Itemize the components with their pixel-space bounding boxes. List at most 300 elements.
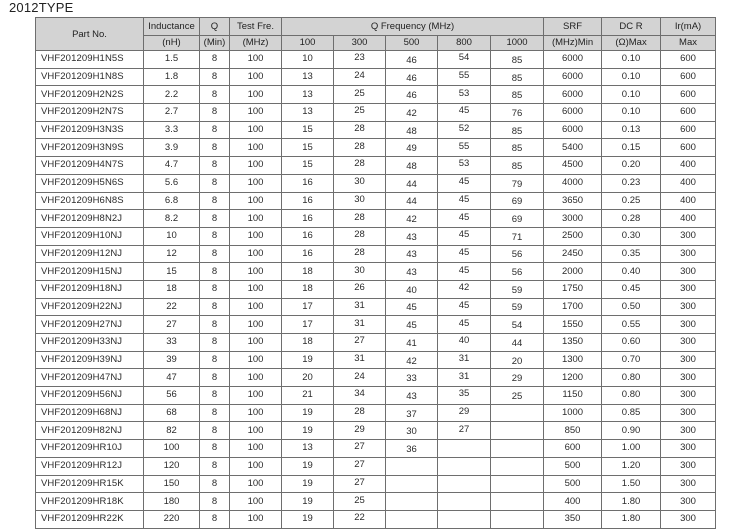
document-title: 2012TYPE — [9, 0, 74, 15]
cell-part-no: VHF201209H3N9S — [36, 139, 144, 157]
cell-dcr: 0.90 — [602, 422, 661, 440]
cell-part-no: VHF201209H68NJ — [36, 404, 144, 422]
cell-q-100: 16 — [282, 245, 334, 263]
cell-q-1000: 56 — [491, 263, 544, 281]
cell-q-100: 19 — [282, 475, 334, 493]
cell-q-300: 28 — [334, 404, 386, 422]
cell-q-min: 8 — [200, 245, 230, 263]
cell-q-500: 42 — [386, 351, 438, 369]
cell-part-no: VHF201209H33NJ — [36, 334, 144, 352]
table-row — [36, 351, 716, 369]
cell-q-100: 13 — [282, 86, 334, 104]
cell-inductance: 18 — [144, 280, 200, 298]
spec-table-body — [36, 51, 716, 529]
cell-q-1000: 59 — [491, 298, 544, 316]
cell-q-min: 8 — [200, 68, 230, 86]
cell-inductance: 82 — [144, 422, 200, 440]
cell-q-min: 8 — [200, 280, 230, 298]
cell-q-800: 29 — [438, 404, 491, 422]
cell-part-no: VHF201209HR12J — [36, 457, 144, 475]
cell-ir: 300 — [661, 510, 716, 528]
cell-part-no: VHF201209H56NJ — [36, 387, 144, 405]
cell-dcr: 0.80 — [602, 369, 661, 387]
table-row — [36, 192, 716, 210]
cell-srf: 600 — [544, 440, 602, 458]
cell-inductance: 4.7 — [144, 157, 200, 175]
cell-q-1000: 76 — [491, 104, 544, 122]
header-inductance-unit: (nH) — [144, 36, 200, 51]
header-part-no: Part No. — [36, 18, 144, 51]
header-ir: Ir(mA) — [661, 18, 716, 36]
cell-part-no: VHF201209HR15K — [36, 475, 144, 493]
header-row-1 — [36, 18, 716, 36]
cell-q-500: 46 — [386, 68, 438, 86]
cell-srf: 1750 — [544, 280, 602, 298]
cell-srf: 6000 — [544, 86, 602, 104]
header-test-freq: Test Fre. — [230, 18, 282, 36]
cell-q-800 — [438, 475, 491, 493]
cell-test-freq: 100 — [230, 210, 282, 228]
cell-part-no: VHF201209H1N8S — [36, 68, 144, 86]
cell-test-freq: 100 — [230, 245, 282, 263]
cell-q-100: 20 — [282, 369, 334, 387]
cell-q-500: 43 — [386, 227, 438, 245]
cell-srf: 4000 — [544, 174, 602, 192]
cell-test-freq: 100 — [230, 351, 282, 369]
cell-q-min: 8 — [200, 510, 230, 528]
cell-srf: 500 — [544, 475, 602, 493]
cell-test-freq: 100 — [230, 369, 282, 387]
cell-q-800: 31 — [438, 369, 491, 387]
cell-q-800 — [438, 440, 491, 458]
cell-q-800: 40 — [438, 334, 491, 352]
cell-dcr: 0.55 — [602, 316, 661, 334]
cell-q-300: 22 — [334, 510, 386, 528]
cell-q-500: 46 — [386, 51, 438, 69]
cell-inductance: 150 — [144, 475, 200, 493]
cell-q-min: 8 — [200, 422, 230, 440]
cell-q-500: 37 — [386, 404, 438, 422]
cell-inductance: 39 — [144, 351, 200, 369]
cell-q-300: 24 — [334, 68, 386, 86]
cell-inductance: 22 — [144, 298, 200, 316]
cell-ir: 600 — [661, 86, 716, 104]
cell-part-no: VHF201209HR10J — [36, 440, 144, 458]
table-row — [36, 510, 716, 528]
cell-inductance: 220 — [144, 510, 200, 528]
cell-ir: 400 — [661, 174, 716, 192]
cell-q-500: 43 — [386, 245, 438, 263]
cell-srf: 400 — [544, 493, 602, 511]
cell-dcr: 0.10 — [602, 104, 661, 122]
cell-q-800: 45 — [438, 245, 491, 263]
inductor-spec-table — [35, 17, 716, 529]
cell-dcr: 0.50 — [602, 298, 661, 316]
header-q: Q — [200, 18, 230, 36]
cell-q-100: 19 — [282, 351, 334, 369]
cell-dcr: 1.20 — [602, 457, 661, 475]
cell-q-100: 19 — [282, 457, 334, 475]
cell-inductance: 100 — [144, 440, 200, 458]
cell-q-100: 17 — [282, 298, 334, 316]
cell-q-300: 29 — [334, 422, 386, 440]
cell-q-1000: 85 — [491, 157, 544, 175]
cell-q-100: 19 — [282, 404, 334, 422]
cell-ir: 300 — [661, 457, 716, 475]
cell-q-300: 23 — [334, 51, 386, 69]
table-row — [36, 387, 716, 405]
cell-srf: 6000 — [544, 51, 602, 69]
cell-part-no: VHF201209H18NJ — [36, 280, 144, 298]
table-row — [36, 422, 716, 440]
cell-q-min: 8 — [200, 351, 230, 369]
cell-q-300: 30 — [334, 263, 386, 281]
cell-q-min: 8 — [200, 369, 230, 387]
cell-ir: 300 — [661, 351, 716, 369]
cell-srf: 3000 — [544, 210, 602, 228]
cell-q-100: 10 — [282, 51, 334, 69]
cell-test-freq: 100 — [230, 68, 282, 86]
header-ir-unit: Max — [661, 36, 716, 51]
cell-dcr: 1.50 — [602, 475, 661, 493]
cell-ir: 300 — [661, 422, 716, 440]
cell-q-500: 45 — [386, 316, 438, 334]
header-q-freq-800: 800 — [438, 36, 491, 51]
header-q-freq-500: 500 — [386, 36, 438, 51]
header-inductance: Inductance — [144, 18, 200, 36]
cell-dcr: 0.23 — [602, 174, 661, 192]
cell-test-freq: 100 — [230, 86, 282, 104]
cell-srf: 1200 — [544, 369, 602, 387]
cell-q-min: 8 — [200, 316, 230, 334]
cell-q-500: 33 — [386, 369, 438, 387]
cell-part-no: VHF201209H8N2J — [36, 210, 144, 228]
cell-q-500: 49 — [386, 139, 438, 157]
cell-q-300: 27 — [334, 457, 386, 475]
cell-q-1000: 69 — [491, 210, 544, 228]
cell-q-100: 21 — [282, 387, 334, 405]
cell-ir: 300 — [661, 298, 716, 316]
cell-srf: 1150 — [544, 387, 602, 405]
cell-ir: 300 — [661, 316, 716, 334]
table-row — [36, 210, 716, 228]
cell-test-freq: 100 — [230, 298, 282, 316]
cell-q-1000 — [491, 457, 544, 475]
cell-q-300: 28 — [334, 121, 386, 139]
cell-srf: 850 — [544, 422, 602, 440]
cell-q-100: 16 — [282, 192, 334, 210]
cell-q-100: 19 — [282, 510, 334, 528]
header-q-freq-100: 100 — [282, 36, 334, 51]
table-row — [36, 493, 716, 511]
cell-q-800: 55 — [438, 139, 491, 157]
cell-q-min: 8 — [200, 157, 230, 175]
cell-q-1000: 85 — [491, 51, 544, 69]
header-srf-unit: (MHz)Min — [544, 36, 602, 51]
cell-q-500: 45 — [386, 298, 438, 316]
cell-q-300: 27 — [334, 334, 386, 352]
cell-srf: 1000 — [544, 404, 602, 422]
cell-dcr: 0.20 — [602, 157, 661, 175]
cell-test-freq: 100 — [230, 493, 282, 511]
cell-q-500 — [386, 475, 438, 493]
cell-q-min: 8 — [200, 139, 230, 157]
cell-dcr: 1.80 — [602, 493, 661, 511]
cell-q-100: 16 — [282, 227, 334, 245]
table-row — [36, 68, 716, 86]
cell-srf: 3650 — [544, 192, 602, 210]
cell-q-1000: 20 — [491, 351, 544, 369]
cell-test-freq: 100 — [230, 227, 282, 245]
cell-part-no: VHF201209H2N2S — [36, 86, 144, 104]
table-row — [36, 121, 716, 139]
cell-q-500: 30 — [386, 422, 438, 440]
cell-ir: 300 — [661, 263, 716, 281]
cell-q-800: 45 — [438, 298, 491, 316]
cell-q-100: 13 — [282, 440, 334, 458]
cell-part-no: VHF201209H2N7S — [36, 104, 144, 122]
cell-q-800: 45 — [438, 104, 491, 122]
cell-q-1000: 85 — [491, 86, 544, 104]
cell-srf: 5400 — [544, 139, 602, 157]
cell-q-300: 28 — [334, 157, 386, 175]
cell-q-1000 — [491, 422, 544, 440]
cell-ir: 300 — [661, 369, 716, 387]
cell-q-min: 8 — [200, 174, 230, 192]
cell-ir: 600 — [661, 68, 716, 86]
cell-q-min: 8 — [200, 51, 230, 69]
cell-q-500: 43 — [386, 387, 438, 405]
cell-q-100: 15 — [282, 121, 334, 139]
cell-part-no: VHF201209H1N5S — [36, 51, 144, 69]
cell-q-1000 — [491, 510, 544, 528]
cell-q-1000 — [491, 493, 544, 511]
cell-inductance: 5.6 — [144, 174, 200, 192]
cell-q-1000: 69 — [491, 192, 544, 210]
cell-q-800: 45 — [438, 210, 491, 228]
cell-part-no: VHF201209H39NJ — [36, 351, 144, 369]
header-q-frequency: Q Frequency (MHz) — [282, 18, 544, 36]
cell-dcr: 0.80 — [602, 387, 661, 405]
cell-test-freq: 100 — [230, 440, 282, 458]
cell-q-100: 15 — [282, 139, 334, 157]
cell-q-300: 28 — [334, 210, 386, 228]
cell-ir: 300 — [661, 404, 716, 422]
cell-q-100: 19 — [282, 493, 334, 511]
table-row — [36, 404, 716, 422]
cell-dcr: 0.70 — [602, 351, 661, 369]
cell-q-100: 18 — [282, 280, 334, 298]
cell-part-no: VHF201209HR22K — [36, 510, 144, 528]
cell-inductance: 2.2 — [144, 86, 200, 104]
cell-srf: 2450 — [544, 245, 602, 263]
cell-srf: 1550 — [544, 316, 602, 334]
table-row — [36, 104, 716, 122]
cell-q-min: 8 — [200, 475, 230, 493]
cell-srf: 500 — [544, 457, 602, 475]
cell-ir: 300 — [661, 493, 716, 511]
cell-q-100: 13 — [282, 68, 334, 86]
cell-srf: 6000 — [544, 68, 602, 86]
cell-q-100: 16 — [282, 210, 334, 228]
cell-test-freq: 100 — [230, 174, 282, 192]
cell-q-300: 26 — [334, 280, 386, 298]
table-row — [36, 263, 716, 281]
cell-test-freq: 100 — [230, 104, 282, 122]
cell-q-1000 — [491, 475, 544, 493]
cell-q-1000: 54 — [491, 316, 544, 334]
cell-q-min: 8 — [200, 121, 230, 139]
cell-inductance: 56 — [144, 387, 200, 405]
cell-q-800: 53 — [438, 86, 491, 104]
cell-q-100: 18 — [282, 334, 334, 352]
cell-test-freq: 100 — [230, 387, 282, 405]
cell-dcr: 1.80 — [602, 510, 661, 528]
cell-q-min: 8 — [200, 298, 230, 316]
cell-inductance: 1.5 — [144, 51, 200, 69]
cell-part-no: VHF201209H4N7S — [36, 157, 144, 175]
cell-ir: 600 — [661, 104, 716, 122]
cell-q-1000 — [491, 440, 544, 458]
table-row — [36, 174, 716, 192]
cell-q-1000: 79 — [491, 174, 544, 192]
cell-q-min: 8 — [200, 404, 230, 422]
cell-test-freq: 100 — [230, 422, 282, 440]
cell-q-800: 45 — [438, 174, 491, 192]
cell-inductance: 15 — [144, 263, 200, 281]
cell-q-1000: 29 — [491, 369, 544, 387]
cell-q-1000: 44 — [491, 334, 544, 352]
cell-q-min: 8 — [200, 440, 230, 458]
header-q-unit: (Min) — [200, 36, 230, 51]
cell-q-100: 13 — [282, 104, 334, 122]
cell-part-no: VHF201209H10NJ — [36, 227, 144, 245]
cell-q-min: 8 — [200, 263, 230, 281]
cell-q-800 — [438, 510, 491, 528]
cell-inductance: 47 — [144, 369, 200, 387]
cell-q-500: 42 — [386, 210, 438, 228]
cell-part-no: VHF201209H22NJ — [36, 298, 144, 316]
cell-ir: 600 — [661, 139, 716, 157]
cell-ir: 400 — [661, 157, 716, 175]
cell-inductance: 33 — [144, 334, 200, 352]
cell-q-800: 45 — [438, 192, 491, 210]
cell-test-freq: 100 — [230, 192, 282, 210]
cell-q-800: 27 — [438, 422, 491, 440]
cell-q-500: 48 — [386, 157, 438, 175]
cell-inductance: 27 — [144, 316, 200, 334]
cell-ir: 400 — [661, 210, 716, 228]
cell-q-800: 45 — [438, 227, 491, 245]
table-row — [36, 139, 716, 157]
cell-q-min: 8 — [200, 192, 230, 210]
cell-inductance: 3.3 — [144, 121, 200, 139]
cell-part-no: VHF201209H5N6S — [36, 174, 144, 192]
cell-q-500: 44 — [386, 174, 438, 192]
cell-part-no: VHF201209H27NJ — [36, 316, 144, 334]
cell-inductance: 6.8 — [144, 192, 200, 210]
table-row — [36, 86, 716, 104]
cell-q-300: 27 — [334, 475, 386, 493]
cell-q-800: 45 — [438, 263, 491, 281]
cell-q-800 — [438, 457, 491, 475]
table-row — [36, 440, 716, 458]
table-row — [36, 51, 716, 69]
cell-q-500: 36 — [386, 440, 438, 458]
cell-q-500: 40 — [386, 280, 438, 298]
cell-dcr: 0.45 — [602, 280, 661, 298]
cell-q-800: 53 — [438, 157, 491, 175]
cell-q-300: 31 — [334, 316, 386, 334]
cell-ir: 600 — [661, 51, 716, 69]
cell-q-min: 8 — [200, 334, 230, 352]
cell-q-min: 8 — [200, 104, 230, 122]
cell-dcr: 0.10 — [602, 86, 661, 104]
table-row — [36, 298, 716, 316]
cell-dcr: 0.40 — [602, 263, 661, 281]
header-srf: SRF — [544, 18, 602, 36]
cell-dcr: 0.15 — [602, 139, 661, 157]
cell-q-1000: 71 — [491, 227, 544, 245]
cell-dcr: 0.28 — [602, 210, 661, 228]
cell-dcr: 0.13 — [602, 121, 661, 139]
cell-dcr: 0.25 — [602, 192, 661, 210]
cell-dcr: 0.10 — [602, 51, 661, 69]
cell-q-1000: 85 — [491, 139, 544, 157]
cell-inductance: 2.7 — [144, 104, 200, 122]
cell-q-800: 55 — [438, 68, 491, 86]
cell-q-300: 25 — [334, 104, 386, 122]
cell-dcr: 0.60 — [602, 334, 661, 352]
cell-q-min: 8 — [200, 457, 230, 475]
cell-part-no: VHF201209H6N8S — [36, 192, 144, 210]
table-row — [36, 157, 716, 175]
cell-inductance: 68 — [144, 404, 200, 422]
cell-q-300: 31 — [334, 298, 386, 316]
cell-dcr: 0.30 — [602, 227, 661, 245]
cell-q-300: 25 — [334, 493, 386, 511]
cell-part-no: VHF201209H82NJ — [36, 422, 144, 440]
cell-ir: 300 — [661, 245, 716, 263]
cell-inductance: 1.8 — [144, 68, 200, 86]
cell-q-500 — [386, 493, 438, 511]
cell-srf: 4500 — [544, 157, 602, 175]
cell-q-800: 35 — [438, 387, 491, 405]
cell-part-no: VHF201209H47NJ — [36, 369, 144, 387]
cell-dcr: 0.35 — [602, 245, 661, 263]
cell-q-500: 41 — [386, 334, 438, 352]
cell-srf: 2500 — [544, 227, 602, 245]
cell-ir: 400 — [661, 192, 716, 210]
cell-q-500: 48 — [386, 121, 438, 139]
cell-inductance: 180 — [144, 493, 200, 511]
cell-test-freq: 100 — [230, 334, 282, 352]
cell-test-freq: 100 — [230, 157, 282, 175]
cell-q-300: 27 — [334, 440, 386, 458]
header-q-freq-1000: 1000 — [491, 36, 544, 51]
cell-q-1000: 85 — [491, 68, 544, 86]
cell-q-100: 19 — [282, 422, 334, 440]
table-row — [36, 245, 716, 263]
cell-q-300: 30 — [334, 192, 386, 210]
cell-q-100: 17 — [282, 316, 334, 334]
cell-part-no: VHF201209H3N3S — [36, 121, 144, 139]
cell-q-800: 31 — [438, 351, 491, 369]
cell-test-freq: 100 — [230, 316, 282, 334]
cell-dcr: 0.10 — [602, 68, 661, 86]
cell-srf: 350 — [544, 510, 602, 528]
cell-q-300: 28 — [334, 227, 386, 245]
